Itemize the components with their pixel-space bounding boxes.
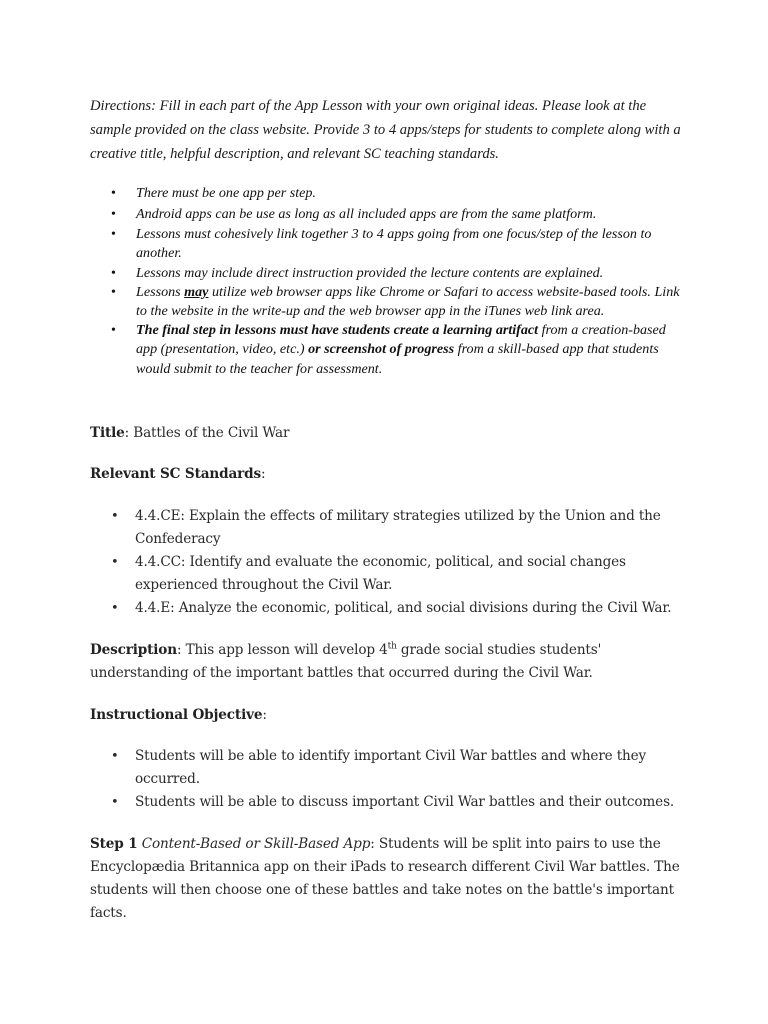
step1-section <box>90 833 690 925</box>
rule-bold-text: The final step in lessons must have students create a learning artifact <box>136 322 539 339</box>
description-text: grade social studies students' understanding of the important battles that occurred during the Civil War. <box>90 642 602 681</box>
rule-text: from a creation-based app (presentation, video, etc.) <box>136 322 666 358</box>
description-colon: : <box>176 642 186 658</box>
objective-item: • Students will be able to discuss important Civil War battles and their outcomes. <box>90 791 690 814</box>
rule-text: Lessons <box>136 283 185 300</box>
rule-item: • Android apps can be use as long as all included apps are from the same platform. <box>90 207 690 222</box>
rule-item <box>90 321 690 379</box>
rule-text: from a skill-based app that students would submit to the teacher for assessment. <box>136 341 659 377</box>
title-label: Title <box>90 425 125 441</box>
standard-item: • 4.4.E: Analyze the economic, political, and social divisions during the Civil War. <box>90 597 690 620</box>
objective-item: • Students will be able to identify important Civil War battles and where they occurred. <box>90 745 690 791</box>
rule-emphasis-may: may <box>184 283 209 300</box>
rule-text: utilize web browser apps like Chrome or Safari to access website-based tools. Link to the website in the write-up and the web browser app in the iTunes web link area. <box>136 283 680 320</box>
rule-item: • There must be one app per step. <box>90 184 690 203</box>
standards-heading <box>90 463 690 486</box>
standards-colon: : <box>261 466 266 482</box>
description-superscript: th <box>387 641 397 652</box>
rule-item <box>90 283 690 321</box>
objective-heading <box>90 704 690 727</box>
standards-label: Relevant SC Standards <box>90 466 262 482</box>
description-label: Description <box>90 642 177 658</box>
standard-item: • 4.4.CC: Identify and evaluate the economic, political, and social changes experienced throughout the Civil War. <box>90 551 690 597</box>
title-colon: : <box>124 425 134 441</box>
rule-item: • Lessons may include direct instruction provided the lecture contents are explained. <box>90 264 690 283</box>
title-value: Battles of the Civil War <box>133 425 290 441</box>
step1-label: Step 1 <box>90 836 138 852</box>
title-section <box>90 422 690 445</box>
standard-item: • 4.4.CE: Explain the effects of military strategies utilized by the Union and the Confederacy <box>90 505 690 551</box>
rule-item: • Lessons must cohesively link together 3 to 4 apps going from one focus/step of the lesson to another. <box>90 225 690 263</box>
step1-text: Students will be split into pairs to use the Encyclopædia Britannica app on their iPads to research different Civil War battles. The students will then choose one of these battles and take notes on the battle's important facts. <box>90 836 680 921</box>
description-section <box>90 639 690 685</box>
objective-list <box>90 745 690 814</box>
directions-paragraph: Directions: Fill in each part of the App Lesson with your own original ideas. Please look at the sample provided on the class website. Provide 3 to 4 apps/steps for students to complete along with a creative title, helpful description, and relevant SC teaching standards. <box>90 98 681 162</box>
step1-type: Content-Based or Skill-Based App <box>141 836 371 852</box>
rules-list <box>90 184 690 379</box>
standards-list <box>90 505 690 620</box>
step1-colon: : <box>370 836 379 852</box>
objective-colon: : <box>262 707 267 723</box>
objective-label: Instructional Objective <box>90 707 263 723</box>
rule-bold-text: or screenshot of progress <box>308 341 455 358</box>
description-text: This app lesson will develop 4 <box>185 642 388 658</box>
